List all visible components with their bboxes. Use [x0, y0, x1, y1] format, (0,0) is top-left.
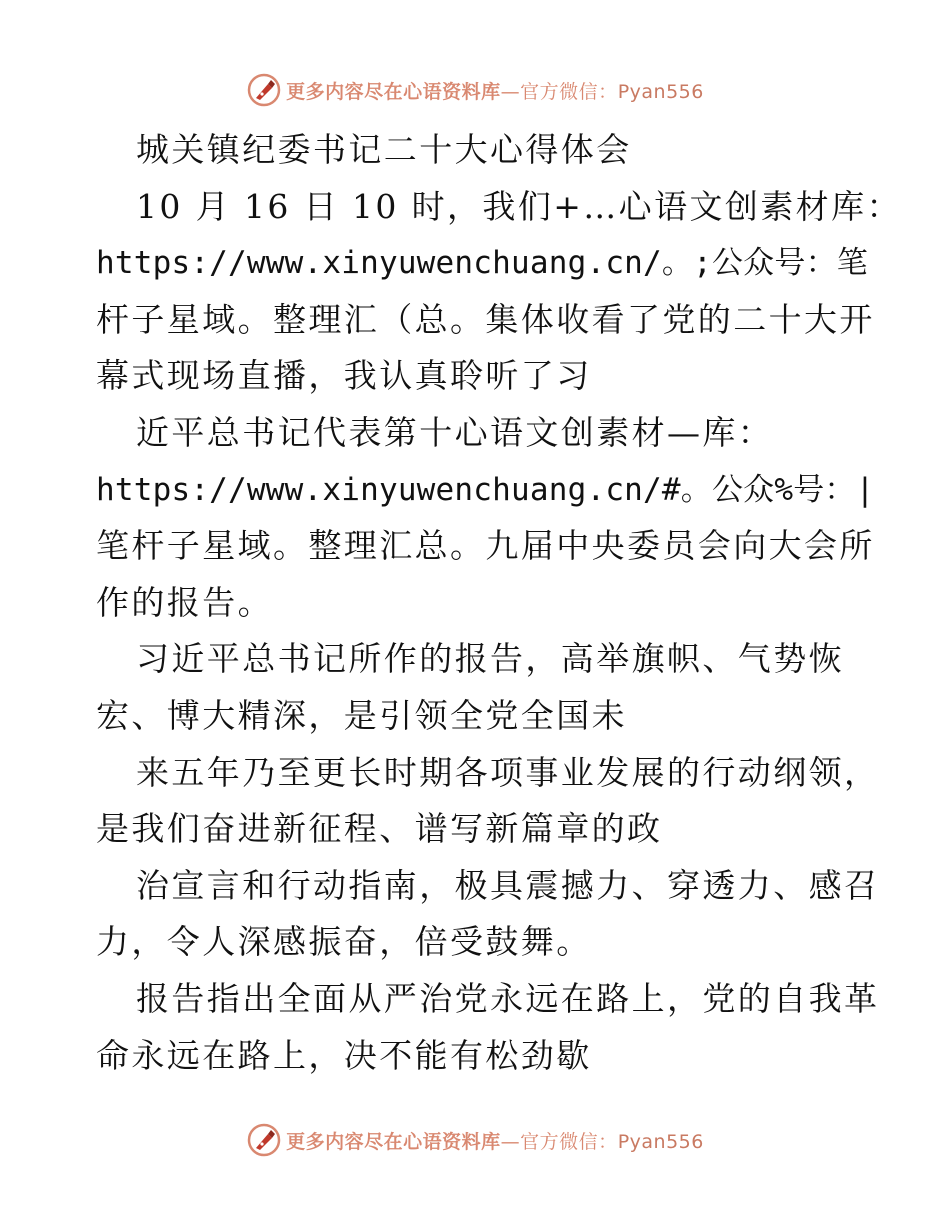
text-line: 来五年乃至更长时期各项事业发展的行动纲领， — [136, 752, 880, 792]
header-slogan: 更多内容尽在心语资料库 — [286, 80, 501, 103]
footer-wechat-label: 官方微信： — [520, 1130, 618, 1153]
footer-banner-text — [286, 1127, 704, 1154]
pen-nib-logo-icon — [246, 1122, 282, 1158]
text-line: https://www.xinyuwenchuang.cn/。;公众号：笔 — [96, 245, 868, 282]
footer-separator: — — [500, 1130, 521, 1153]
text-line: 命永远在路上，决不能有松劲歇 — [96, 1035, 592, 1075]
header-banner — [0, 68, 950, 112]
header-wechat-label: 官方微信： — [520, 80, 618, 103]
text-line: 10 月 16 日 10 时，我们+…心语文创素材库： — [136, 186, 902, 226]
text-line: 是我们奋进新征程、谱写新篇章的政 — [96, 809, 663, 849]
text-line: 报告指出全面从严治党永远在路上，党的自我革 — [136, 978, 880, 1018]
footer-wechat-handle: Pyan556 — [617, 1130, 704, 1153]
pen-nib-logo-icon — [246, 72, 282, 108]
text-line: 近平总书记代表第十心语文创素材—库： — [136, 412, 774, 452]
text-line: https://www.xinyuwenchuang.cn/#。公众%号：| — [96, 471, 875, 508]
header-wechat-handle: Pyan556 — [617, 80, 704, 103]
text-line: 幕式现场直播，我认真聆听了习 — [96, 356, 592, 396]
document-body — [96, 122, 902, 1084]
text-line: 城关镇纪委书记二十大心得体会 — [136, 130, 632, 169]
text-line: 治宣言和行动指南，极具震撼力、穿透力、感召 — [136, 865, 880, 905]
text-line: 杆子星域。整理汇（总。集体收看了党的二十大开 — [96, 299, 875, 339]
footer-slogan: 更多内容尽在心语资料库 — [286, 1130, 501, 1153]
header-separator: — — [500, 80, 521, 103]
text-line: 作的报告。 — [96, 582, 273, 622]
text-line: 笔杆子星域。整理汇总。九届中央委员会向大会所 — [96, 526, 875, 566]
text-line: 宏、博大精深，是引领全党全国未 — [96, 695, 627, 735]
footer-banner — [0, 1118, 950, 1162]
header-banner-text — [286, 77, 704, 104]
text-line: 习近平总书记所作的报告，高举旗帜、气势恢 — [136, 639, 844, 679]
text-line: 力，令人深感振奋，倍受鼓舞。 — [96, 922, 592, 962]
